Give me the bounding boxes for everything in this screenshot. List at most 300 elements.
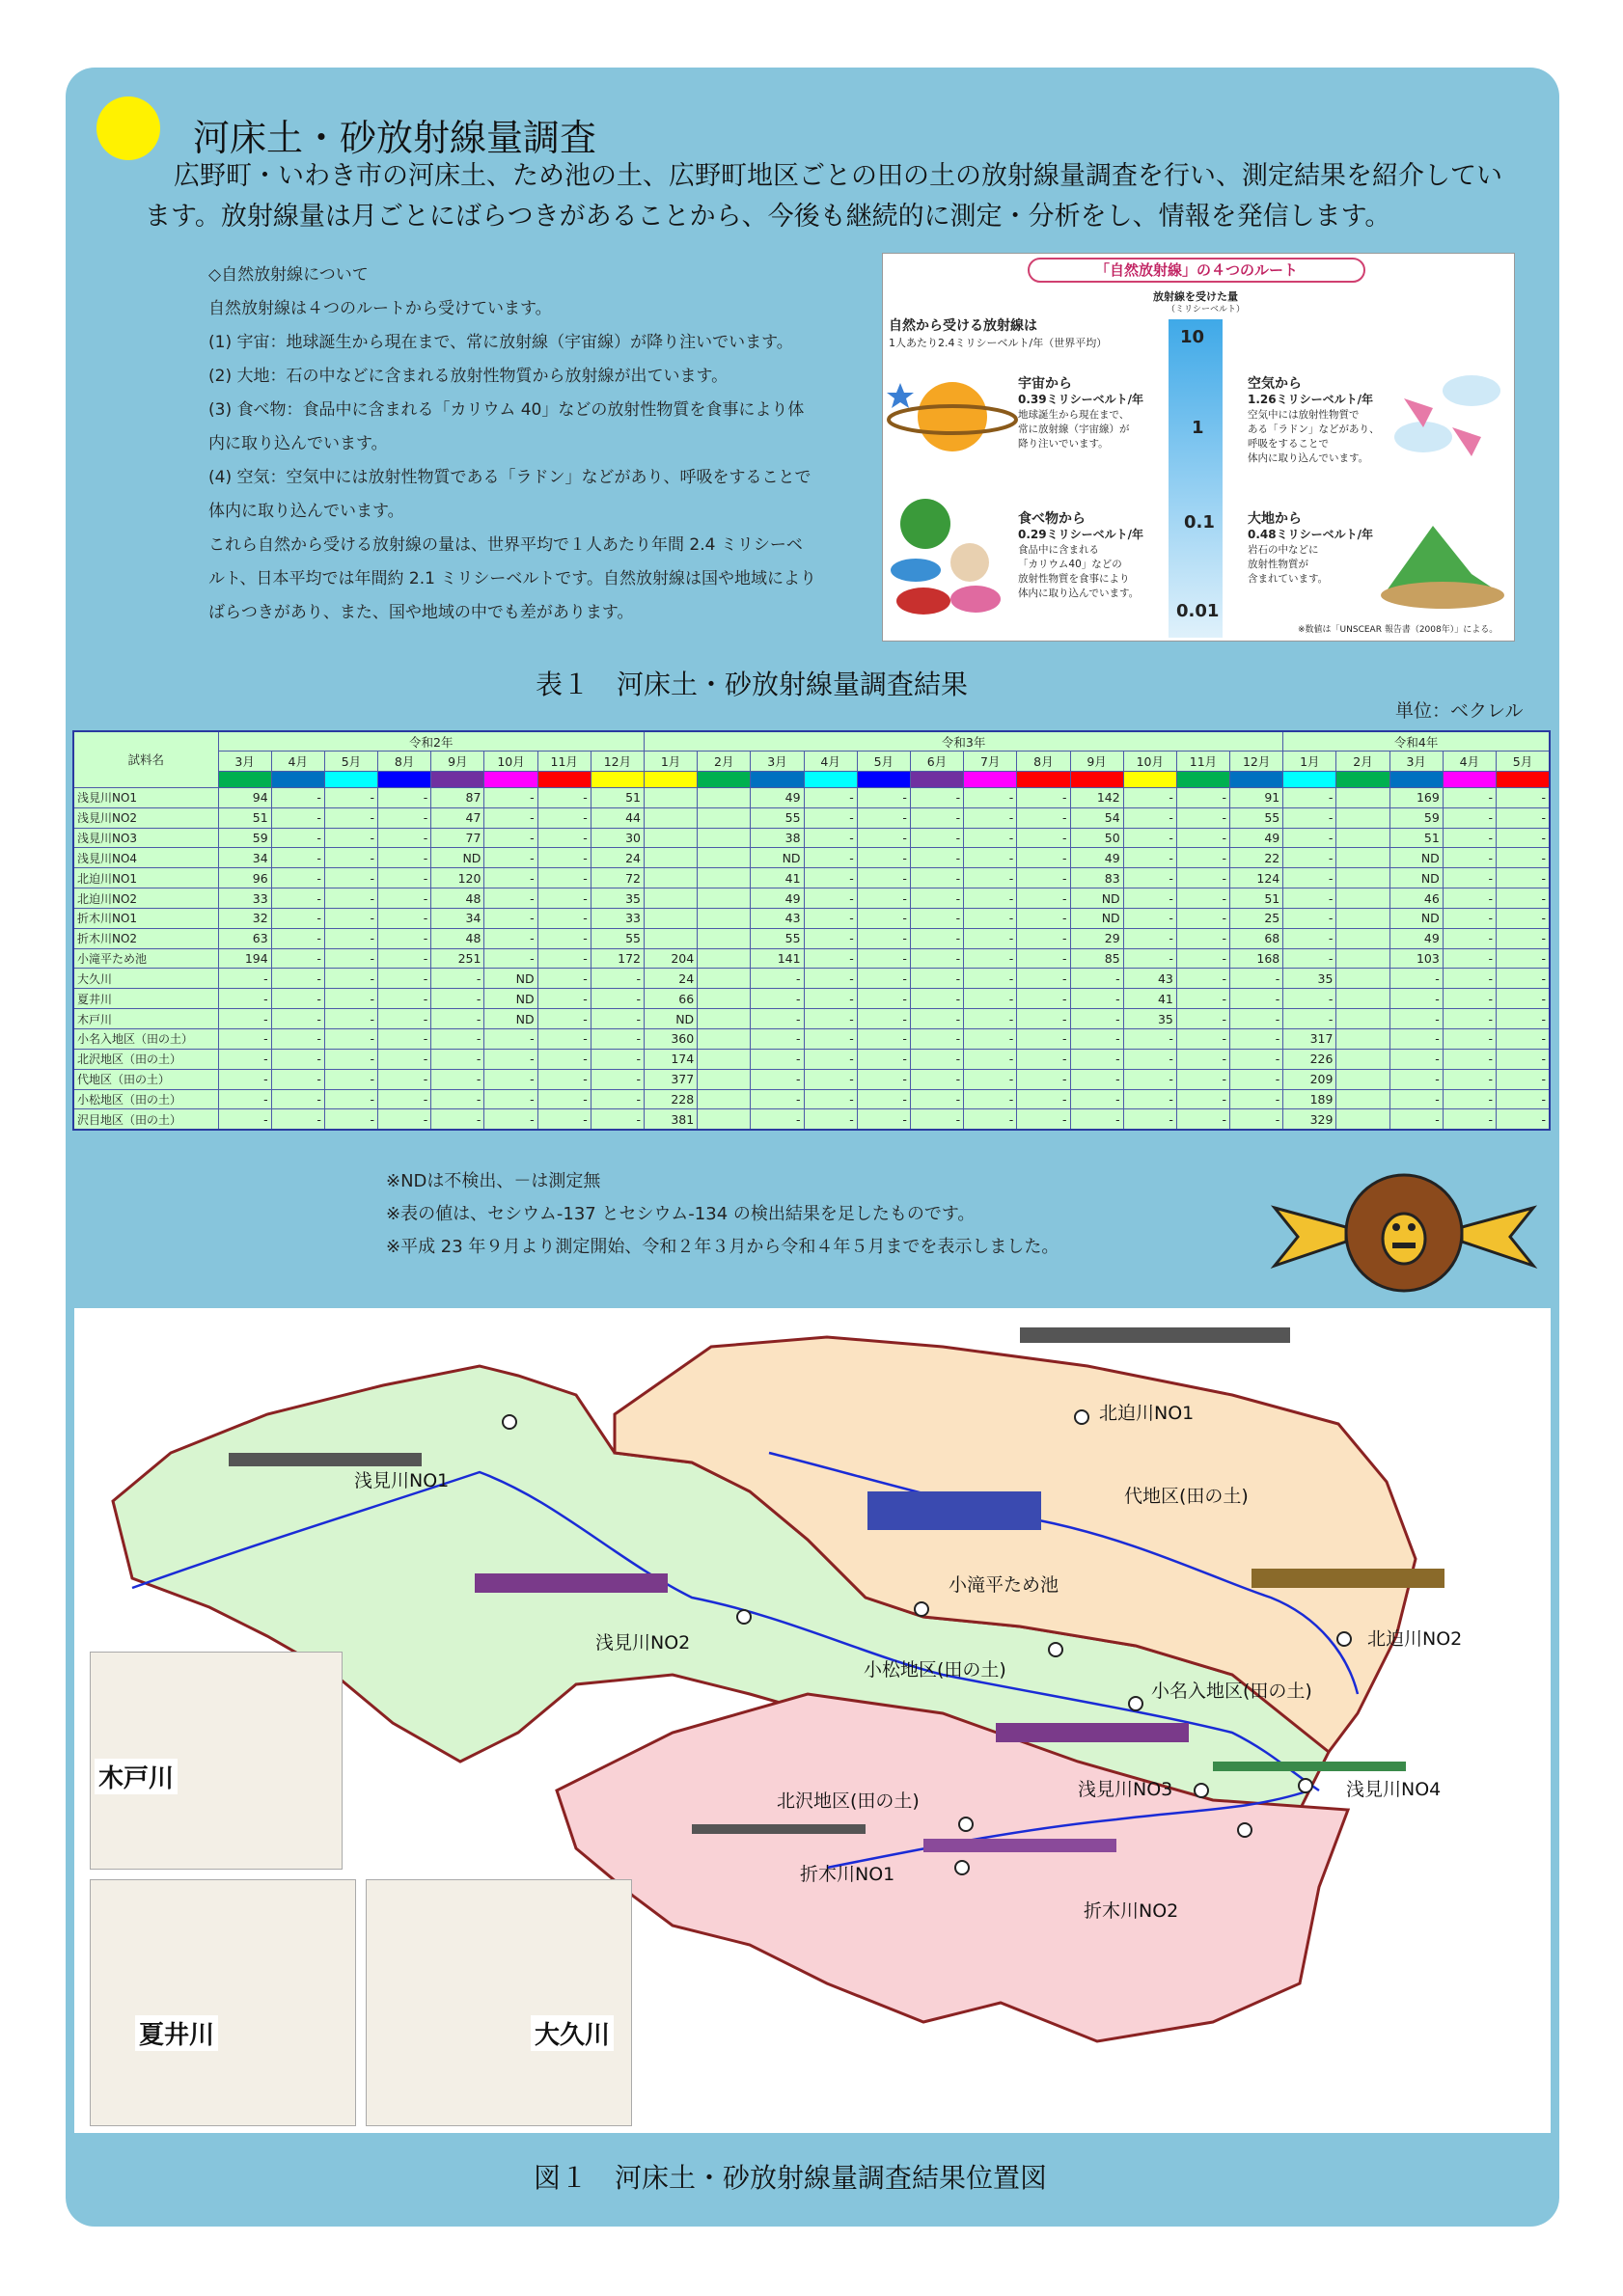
value-cell <box>1336 928 1389 948</box>
air-heading: 空気から <box>1248 376 1302 392</box>
value-cell: - <box>1497 928 1551 948</box>
air-value: 1.26ミリシーベルト/年 <box>1248 393 1373 406</box>
month-swatch <box>804 772 857 788</box>
value-cell <box>698 888 751 909</box>
value-cell: - <box>378 1049 431 1069</box>
value-cell: 35 <box>591 888 644 909</box>
value-cell: - <box>431 969 484 989</box>
value-cell: - <box>804 787 857 807</box>
value-cell: - <box>324 1089 377 1109</box>
natural-line: (3) 食べ物：食品中に含まれる「カリウム 40」などの放射性物質を食事により体 <box>208 400 805 420</box>
food-icon <box>887 495 1012 620</box>
value-cell: 34 <box>218 848 271 868</box>
value-cell: - <box>1497 1089 1551 1109</box>
value-cell: - <box>378 989 431 1009</box>
sample-name: 代地区（田の土） <box>73 1069 218 1089</box>
value-cell: - <box>1283 868 1336 888</box>
value-cell: - <box>537 948 591 969</box>
corner-header: 試料名 <box>73 731 218 787</box>
month-header: 11月 <box>1176 752 1229 772</box>
value-cell: 103 <box>1389 948 1443 969</box>
value-cell: - <box>964 969 1017 989</box>
value-cell: - <box>591 1069 644 1089</box>
year-header: 令和2年 <box>218 731 645 752</box>
value-cell: 34 <box>431 908 484 928</box>
value-cell: - <box>1283 1009 1336 1029</box>
month-swatch <box>537 772 591 788</box>
value-cell: - <box>218 1069 271 1089</box>
month-header: 3月 <box>1389 752 1443 772</box>
value-cell: - <box>537 848 591 868</box>
value-cell: - <box>484 908 537 928</box>
value-cell: - <box>537 969 591 989</box>
value-cell <box>698 828 751 848</box>
value-cell: - <box>1017 928 1070 948</box>
table-row <box>73 1049 1550 1069</box>
natural-radiation-figure <box>882 253 1515 642</box>
intro-text: 広野町・いわき市の河床土、ため池の土、広野町地区ごとの田の土の放射線量調査を行い、測定結果を紹介しています。放射線量は月ごとにばらつきがあることから、今後も継続的に測定・分析をし、情報を発信します。 <box>145 161 1502 232</box>
value-cell: - <box>484 1028 537 1049</box>
value-cell: 24 <box>591 848 644 868</box>
value-cell: 55 <box>751 928 804 948</box>
value-cell: - <box>271 1109 324 1130</box>
value-cell: - <box>324 848 377 868</box>
month-swatch <box>591 772 644 788</box>
value-cell: - <box>1070 969 1123 989</box>
table-row <box>73 888 1550 909</box>
value-cell: - <box>378 848 431 868</box>
value-cell: 381 <box>645 1109 698 1130</box>
month-header: 3月 <box>751 752 804 772</box>
value-cell: - <box>1443 1028 1496 1049</box>
value-cell: - <box>1283 807 1336 828</box>
value-cell: - <box>378 948 431 969</box>
value-cell: - <box>324 787 377 807</box>
value-cell: - <box>1443 1069 1496 1089</box>
sample-name: 折木川NO2 <box>73 928 218 948</box>
value-cell: - <box>378 1089 431 1109</box>
value-cell: - <box>857 1109 910 1130</box>
value-cell: - <box>857 787 910 807</box>
value-cell: - <box>1497 1109 1551 1130</box>
map-label: 北沢地区(田の土) <box>777 1790 920 1812</box>
value-cell: - <box>324 908 377 928</box>
value-cell: - <box>484 868 537 888</box>
value-cell: - <box>1176 888 1229 909</box>
value-cell: - <box>1389 1109 1443 1130</box>
value-cell: - <box>431 1089 484 1109</box>
value-cell: 72 <box>591 868 644 888</box>
month-header: 8月 <box>378 752 431 772</box>
value-cell: - <box>1497 1069 1551 1089</box>
natural-line: これら自然から受ける放射線の量は、世界平均で１人あたり年間 2.4 ミリシーベ <box>208 535 803 555</box>
value-cell: 49 <box>751 888 804 909</box>
value-cell: - <box>218 1049 271 1069</box>
value-cell <box>1336 989 1389 1009</box>
value-cell <box>645 848 698 868</box>
value-cell: - <box>1443 848 1496 868</box>
value-cell: - <box>1443 1049 1496 1069</box>
scale-1: 1 <box>1192 418 1204 438</box>
value-cell: - <box>1176 1089 1229 1109</box>
value-cell: 55 <box>591 928 644 948</box>
sample-name: 小松地区（田の土） <box>73 1089 218 1109</box>
value-cell: - <box>1017 868 1070 888</box>
value-cell: - <box>964 1009 1017 1029</box>
value-cell: 49 <box>751 787 804 807</box>
inset-map <box>90 1652 343 1870</box>
value-cell: 44 <box>591 807 644 828</box>
value-cell: 94 <box>218 787 271 807</box>
value-cell: 68 <box>1230 928 1283 948</box>
value-cell: 47 <box>431 807 484 828</box>
value-cell: - <box>324 1028 377 1049</box>
value-cell <box>1336 1069 1389 1089</box>
total-value: 1人あたり2.4ミリシーベルト/年（世界平均） <box>889 337 1108 349</box>
value-cell: - <box>1497 989 1551 1009</box>
value-cell: - <box>1389 1069 1443 1089</box>
figure-caption: 図１ 河床土・砂放射線量調査結果位置図 <box>534 2162 1048 2194</box>
map-label: 折木川NO2 <box>1084 1900 1179 1922</box>
value-cell: 43 <box>1123 969 1176 989</box>
month-header: 12月 <box>1230 752 1283 772</box>
value-cell: 251 <box>431 948 484 969</box>
value-cell: - <box>1123 888 1176 909</box>
value-cell: 209 <box>1283 1069 1336 1089</box>
value-cell: - <box>591 1109 644 1130</box>
value-cell: - <box>1497 908 1551 928</box>
month-swatch <box>271 772 324 788</box>
inset-label: 大久川 <box>531 2015 614 2051</box>
natural-heading: ◇自然放射線について <box>208 265 369 285</box>
value-cell: - <box>537 1028 591 1049</box>
value-cell: - <box>1497 828 1551 848</box>
value-cell: - <box>324 807 377 828</box>
value-cell: - <box>1070 1089 1123 1109</box>
value-cell: 189 <box>1283 1089 1336 1109</box>
value-cell <box>698 848 751 868</box>
mascot-icon <box>1269 1169 1539 1295</box>
month-header: 5月 <box>324 752 377 772</box>
value-cell: 120 <box>431 868 484 888</box>
value-cell: - <box>484 1049 537 1069</box>
value-cell: 49 <box>1230 828 1283 848</box>
value-cell: - <box>1017 989 1070 1009</box>
value-cell: - <box>857 989 910 1009</box>
value-cell: 377 <box>645 1069 698 1089</box>
notes <box>386 1165 1059 1264</box>
value-cell: - <box>1389 1028 1443 1049</box>
month-header: 3月 <box>218 752 271 772</box>
table-row <box>73 969 1550 989</box>
scale-unit: （ミリシーベルト） <box>1167 305 1246 314</box>
value-cell: - <box>804 1109 857 1130</box>
value-cell: - <box>271 1009 324 1029</box>
value-cell <box>1336 787 1389 807</box>
month-header: 4月 <box>271 752 324 772</box>
value-cell <box>698 1028 751 1049</box>
value-cell: 46 <box>1389 888 1443 909</box>
value-cell: - <box>804 828 857 848</box>
value-cell <box>1336 1028 1389 1049</box>
value-cell: - <box>271 969 324 989</box>
sample-name: 木戸川 <box>73 1009 218 1029</box>
value-cell: - <box>484 807 537 828</box>
value-cell: 55 <box>751 807 804 828</box>
value-cell <box>1336 1089 1389 1109</box>
value-cell: - <box>910 1049 963 1069</box>
value-cell: - <box>378 969 431 989</box>
value-cell: ND <box>1070 908 1123 928</box>
value-cell: - <box>857 868 910 888</box>
food-heading: 食べ物から <box>1018 511 1086 527</box>
value-cell: - <box>537 1009 591 1029</box>
value-cell: - <box>1497 787 1551 807</box>
value-cell: - <box>484 948 537 969</box>
map-label: 北迫川NO1 <box>1099 1403 1195 1424</box>
value-cell: - <box>591 1089 644 1109</box>
value-cell: - <box>378 1009 431 1029</box>
note: ※表の値は、セシウム-137 とセシウム-134 の検出結果を足したものです。 <box>386 1204 976 1224</box>
value-cell: - <box>324 1009 377 1029</box>
map-label: 代地区(田の土) <box>1124 1486 1249 1507</box>
value-cell: - <box>964 1109 1017 1130</box>
value-cell: ND <box>484 969 537 989</box>
natural-line: (1) 宇宙：地球誕生から現在まで、常に放射線（宇宙線）が降り注いでいます。 <box>208 333 793 352</box>
value-cell: - <box>378 1109 431 1130</box>
value-cell: - <box>964 787 1017 807</box>
value-cell: - <box>1497 969 1551 989</box>
month-swatch <box>1230 772 1283 788</box>
value-cell: 25 <box>1230 908 1283 928</box>
value-cell: - <box>751 1028 804 1049</box>
value-cell: - <box>1123 868 1176 888</box>
value-cell: - <box>804 989 857 1009</box>
value-cell: - <box>537 1089 591 1109</box>
month-header: 12月 <box>591 752 644 772</box>
space-heading: 宇宙から <box>1018 376 1072 392</box>
value-cell: - <box>324 828 377 848</box>
month-swatch <box>1497 772 1551 788</box>
value-cell: - <box>804 1089 857 1109</box>
value-cell: - <box>218 1089 271 1109</box>
map-label: 折木川NO1 <box>800 1864 895 1885</box>
value-cell: ND <box>1389 908 1443 928</box>
value-cell: - <box>1443 787 1496 807</box>
value-cell: - <box>484 1109 537 1130</box>
value-cell: - <box>431 989 484 1009</box>
value-cell: - <box>1230 1089 1283 1109</box>
natural-line: (2) 大地：石の中などに含まれる放射性物質から放射線が出ています。 <box>208 367 729 386</box>
value-cell: 77 <box>431 828 484 848</box>
value-cell: - <box>271 948 324 969</box>
value-cell: - <box>484 1089 537 1109</box>
value-cell: 33 <box>591 908 644 928</box>
month-swatch <box>645 772 698 788</box>
value-cell: - <box>324 928 377 948</box>
value-cell: - <box>271 1028 324 1049</box>
value-cell: - <box>1176 908 1229 928</box>
value-cell: - <box>964 1089 1017 1109</box>
value-cell: - <box>1017 1028 1070 1049</box>
value-cell: - <box>857 848 910 868</box>
value-cell: - <box>1070 1009 1123 1029</box>
value-cell: - <box>964 1049 1017 1069</box>
value-cell: - <box>964 888 1017 909</box>
unit-label: 単位：ベクレル <box>1395 700 1524 722</box>
value-cell: - <box>1176 1049 1229 1069</box>
value-cell: 51 <box>1230 888 1283 909</box>
map-label: 浅見川NO3 <box>1078 1779 1173 1800</box>
value-cell: 48 <box>431 888 484 909</box>
bird-cloud-icon <box>1385 369 1510 476</box>
value-cell: - <box>378 828 431 848</box>
value-cell: ND <box>1389 848 1443 868</box>
value-cell <box>698 787 751 807</box>
month-swatch <box>857 772 910 788</box>
month-header: 10月 <box>1123 752 1176 772</box>
value-cell: ND <box>431 848 484 868</box>
value-cell: - <box>1389 1049 1443 1069</box>
earth-desc: 岩石の中などに 放射性物質が 含まれています。 <box>1248 544 1329 585</box>
sample-name: 沢目地区（田の土） <box>73 1109 218 1130</box>
month-swatch <box>218 772 271 788</box>
value-cell: - <box>1176 1069 1229 1089</box>
value-cell: - <box>1283 787 1336 807</box>
total-label: 自然から受ける放射線は <box>889 318 1037 334</box>
value-cell: - <box>484 1069 537 1089</box>
value-cell <box>698 969 751 989</box>
value-cell: 85 <box>1070 948 1123 969</box>
value-cell: - <box>1176 1028 1229 1049</box>
month-swatch <box>1176 772 1229 788</box>
value-cell <box>1336 1009 1389 1029</box>
value-cell: - <box>431 1109 484 1130</box>
earth-heading: 大地から <box>1248 511 1302 527</box>
value-cell: 35 <box>1283 969 1336 989</box>
value-cell <box>645 787 698 807</box>
value-cell: 54 <box>1070 807 1123 828</box>
month-swatch <box>1070 772 1123 788</box>
month-header: 5月 <box>1497 752 1551 772</box>
sample-name: 浅見川NO2 <box>73 807 218 828</box>
value-cell: - <box>271 908 324 928</box>
table-row <box>73 787 1550 807</box>
value-cell: - <box>910 1089 963 1109</box>
value-cell <box>1336 848 1389 868</box>
value-cell: - <box>271 1049 324 1069</box>
value-cell: - <box>218 969 271 989</box>
value-cell: - <box>1123 908 1176 928</box>
natural-line: ばらつきがあり、また、国や地域の中でも差があります。 <box>208 603 634 622</box>
value-cell <box>698 908 751 928</box>
value-cell: - <box>1230 1009 1283 1029</box>
value-cell: - <box>910 989 963 1009</box>
value-cell: - <box>1123 1089 1176 1109</box>
value-cell: ND <box>1389 868 1443 888</box>
value-cell <box>698 989 751 1009</box>
year-header: 令和3年 <box>645 731 1283 752</box>
value-cell: 55 <box>1230 807 1283 828</box>
value-cell <box>698 928 751 948</box>
value-cell: 49 <box>1070 848 1123 868</box>
value-cell: - <box>1123 848 1176 868</box>
value-cell: - <box>537 1109 591 1130</box>
value-cell: - <box>431 1028 484 1049</box>
map-label: 小松地区(田の土) <box>864 1659 1006 1681</box>
value-cell: - <box>1283 888 1336 909</box>
value-cell: - <box>324 969 377 989</box>
sample-name: 折木川NO1 <box>73 908 218 928</box>
value-cell: - <box>537 807 591 828</box>
value-cell: - <box>910 1028 963 1049</box>
sample-name: 大久川 <box>73 969 218 989</box>
value-cell <box>645 868 698 888</box>
value-cell: - <box>1497 868 1551 888</box>
value-cell: - <box>324 948 377 969</box>
value-cell: - <box>964 1069 1017 1089</box>
month-header: 4月 <box>1443 752 1496 772</box>
value-cell: - <box>378 1028 431 1049</box>
month-header: 10月 <box>484 752 537 772</box>
value-cell: - <box>804 848 857 868</box>
inset-label: 夏井川 <box>135 2015 218 2051</box>
value-cell: - <box>751 989 804 1009</box>
value-cell: - <box>218 1028 271 1049</box>
value-cell: - <box>537 868 591 888</box>
value-cell: - <box>910 807 963 828</box>
value-cell: - <box>1017 1049 1070 1069</box>
value-cell: - <box>1017 1009 1070 1029</box>
sample-name: 北迫川NO2 <box>73 888 218 909</box>
month-swatch <box>1283 772 1336 788</box>
value-cell: - <box>218 989 271 1009</box>
value-cell: - <box>804 1028 857 1049</box>
value-cell: 172 <box>591 948 644 969</box>
value-cell: - <box>1230 1049 1283 1069</box>
value-cell: - <box>910 787 963 807</box>
value-cell <box>1336 969 1389 989</box>
table-row <box>73 807 1550 828</box>
value-cell <box>1336 828 1389 848</box>
value-cell: - <box>857 1089 910 1109</box>
natural-line: 自然放射線は４つのルートから受けています。 <box>208 299 552 318</box>
value-cell: - <box>591 1009 644 1029</box>
value-cell: - <box>857 969 910 989</box>
map-label: 浅見川NO4 <box>1346 1779 1442 1800</box>
value-cell: - <box>1443 1009 1496 1029</box>
value-cell: - <box>804 1009 857 1029</box>
value-cell: ND <box>484 989 537 1009</box>
value-cell: 51 <box>1389 828 1443 848</box>
year-header: 令和4年 <box>1283 731 1550 752</box>
value-cell: - <box>271 888 324 909</box>
value-cell: - <box>1070 1028 1123 1049</box>
month-header: 2月 <box>1336 752 1389 772</box>
value-cell: - <box>1443 928 1496 948</box>
value-cell: - <box>1123 1109 1176 1130</box>
value-cell: - <box>1123 807 1176 828</box>
value-cell: - <box>271 868 324 888</box>
value-cell: - <box>218 1109 271 1130</box>
table-row <box>73 1009 1550 1029</box>
month-swatch <box>431 772 484 788</box>
value-cell: - <box>857 1009 910 1029</box>
value-cell: - <box>484 848 537 868</box>
figure-source: ※数値は「UNSCEAR 報告書（2008年）」による。 <box>1298 625 1499 635</box>
value-cell: - <box>857 1069 910 1089</box>
value-cell: ND <box>484 1009 537 1029</box>
